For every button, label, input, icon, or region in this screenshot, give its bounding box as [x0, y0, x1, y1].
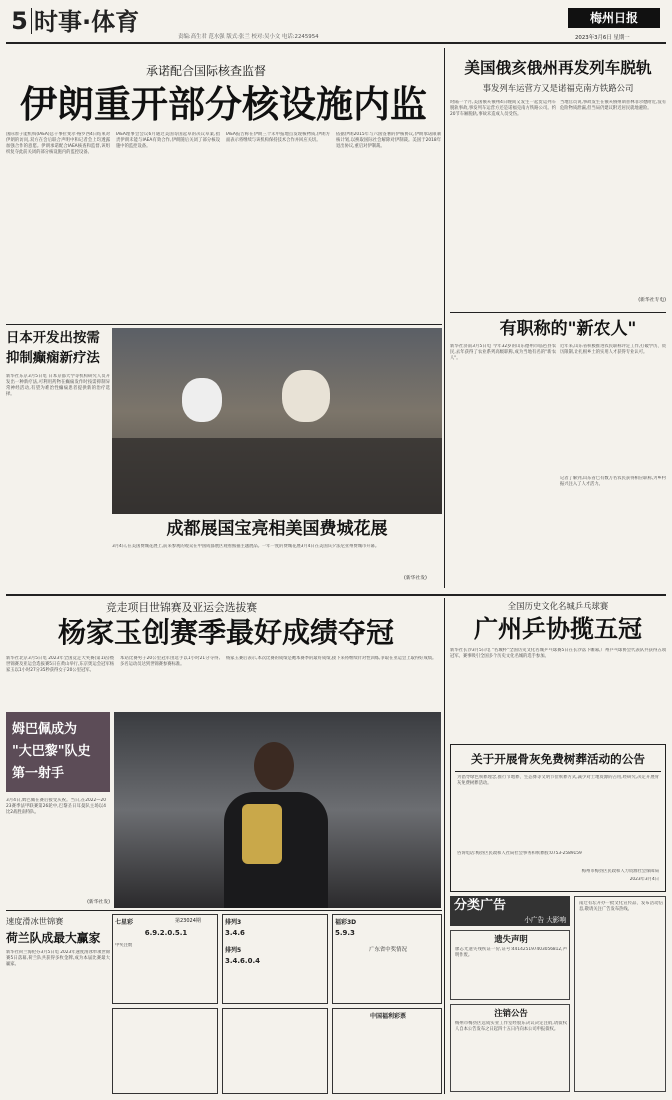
article-column: 依据伊朗2015年与六国签署的伊核协议,伊朗承诺限制核计划,以换取国际社会解除对伊制裁。美国于2018年退出协议,重启对伊制裁。	[336, 132, 441, 150]
ad-body: 梅州市梅县区远成实业工作室经股东决议决定注销,请债权人自本公告发布之日起四十五日内向本公司申报债权。	[455, 1021, 567, 1033]
panda-figure	[282, 370, 330, 422]
ads-banner	[450, 896, 570, 926]
ads-title: 分类广告	[454, 898, 507, 913]
article-body: 新华社长沙3月5日电 "名城杯"全国历史文化名城乒乓球赛5日在长沙落下帷幕,广州乒乓球协会代表队共获得五项冠军。赛事吸引全国多个历史文化名城的选手参加。	[450, 648, 666, 660]
section-rule	[6, 324, 442, 325]
article-flower-show	[112, 328, 442, 592]
article-column: 新华社济南3月5日电 今年32岁的山东德州市临邑县农民,去年获得了农业系列高级职称,成为当地有名的"新农人"。	[450, 344, 556, 362]
article-column: 时隔一个月,美国俄亥俄州4日晚间又发生一起货运列车脱轨事故,事发列车运营方还是诺福克南方铁路公司。约20节车厢脱轨,事故未造成人员受伤。	[450, 100, 556, 118]
lottery-section	[112, 914, 442, 1094]
ad-notice-deregister	[450, 1004, 570, 1092]
article-headline: 抑制癫痫新疗法	[6, 351, 100, 366]
article-column: 国际原子能机构(IAEA)总干事拉斐尔·格罗西4日结束对伊朗的访问,双方在会后联合声明中和记者会上均透露加强合作的意愿。伊朗承诺配合IAEA核查和监督,该组织复夺此前关闭的部分核设施内的监控设备。	[6, 132, 110, 156]
article-column: IAEA报告称在伊朗三个未申报地点发现核物质,伊朗方面表示将继续与该机构保持技术合作并回应关切。	[226, 132, 330, 144]
photo-credit: (新华社发)	[87, 900, 110, 905]
ad-side	[574, 896, 666, 1092]
lottery-header: 七星彩	[115, 919, 134, 926]
photo-title: 姆巴佩成为	[12, 722, 78, 737]
article-column: 新华社北京3月5日电 2023年全国竞走大奖赛(第1站)暨世锦赛及亚运会选拔赛5日在黄山举行,东京奥运会冠军杨家玉以1小时27分35秒获得女子20公里冠军。	[6, 656, 114, 674]
article-headline: 广州乒协揽五冠	[474, 614, 642, 643]
article-kicker: 速度滑冰世锦赛	[6, 916, 64, 926]
photo-credit: (新华社发)	[404, 576, 427, 581]
lottery-box	[112, 1008, 218, 1094]
column-divider	[444, 598, 445, 1094]
section-title: 时事·体育	[34, 8, 140, 36]
panda-figure	[182, 378, 222, 422]
notice-rule	[455, 771, 661, 772]
logo-text: 梅州日报	[589, 11, 638, 25]
article-column: 杨家玉赛后表示,本次比赛的成绩是她本赛季的最好成绩,接下来将继续针对性训练,争取在亚运会上取得好成绩。	[226, 656, 437, 661]
photo-headline: 成都展国宝亮相美国费城花展	[166, 519, 388, 539]
article-headline: 伊朗重开部分核设施内监	[20, 82, 427, 126]
article-kicker: 竞走项目世锦赛及亚运会选拔赛	[106, 601, 258, 614]
section-rule	[6, 910, 442, 911]
article-body: 新华社荷兰海伦芬3月5日电 2023年速度滑冰单项世锦赛5日落幕,荷兰队共获得多枚金牌,成为本届比赛最大赢家。	[6, 950, 110, 968]
ads-subtitle: 小广告 大影响	[524, 916, 566, 924]
photo-caption: 3月4日,姆巴佩在赛后接受庆祝。当日,在2022—2023赛季法甲联赛第26轮中,巴黎圣日耳曼队主场以4比2战胜南特队。	[6, 798, 106, 816]
notice-tree-burial	[450, 744, 666, 892]
mbappe-title-box	[6, 712, 110, 792]
article-headline: 美国俄亥俄州再发列车脱轨	[464, 59, 652, 77]
lottery-box	[112, 914, 218, 1004]
lottery-header: 排列3	[225, 919, 242, 926]
lottery-box	[222, 914, 328, 1004]
masthead-rule	[6, 42, 666, 44]
article-headline: 荷兰队成最大赢家	[6, 931, 101, 945]
ad-title: 遗失声明	[494, 934, 528, 944]
photo-title: 第一射手	[12, 766, 65, 781]
date-line: 2023年3月6日 星期一	[575, 35, 630, 41]
article-body: 新华社东京3月5日电 日本京都大学等机构研究人员开发出一种新疗法,可利用药物在癫痫发作时按需抑制异常神经活动,有望为难治性癫痫患者提供新的治疗选择。	[6, 374, 110, 398]
article-table-tennis	[450, 598, 666, 708]
article-headline: 有职称的"新农人"	[499, 319, 637, 339]
notice-phones: 咨询电话:梅县区民政和人社局社会事务和殡葬股:0753-2589159	[457, 851, 582, 856]
ad-title: 注销公告	[494, 1008, 528, 1018]
lottery-region: 广东省中奖情况	[369, 947, 407, 953]
lottery-box	[332, 1008, 442, 1094]
notice-title: 关于开展骨灰免费树葬活动的公告	[471, 752, 645, 766]
trophy	[242, 804, 282, 864]
article-headline: 杨家玉创赛季最好成绩夺冠	[57, 616, 394, 649]
player-head	[254, 742, 294, 790]
article-column: IAEA理事会会议6月通过美国等国起草的决议草案,指责伊朗未能与IAEA有效合作,伊朗随后关闭了部分核设施中的监控设备。	[116, 132, 220, 150]
newspaper-logo	[568, 8, 660, 28]
lottery-box	[332, 914, 442, 1004]
lottery-header: 中国福利彩票	[369, 1013, 406, 1020]
article-speed-skating	[6, 914, 110, 1094]
masthead	[0, 0, 672, 44]
crowd-silhouette	[112, 438, 442, 514]
article-subhead: 事发列车运营方又是诺福克南方铁路公司	[482, 83, 634, 93]
ad-body: 廖志光遗失残疾证一份,证号:441425197403056812,声明作废。	[455, 947, 567, 959]
lottery-box	[222, 1008, 328, 1094]
article-headline: 日本开发出按需	[6, 331, 100, 346]
article-new-farmers	[450, 316, 666, 588]
section-rule	[450, 312, 666, 313]
lottery-numbers: 5.9.3	[335, 929, 355, 937]
article-credit: (新华社专电)	[638, 298, 666, 303]
article-kicker: 承诺配合国际核查监督	[146, 64, 267, 78]
lottery-header: 福彩3D	[335, 919, 357, 926]
page-number: 5	[8, 8, 32, 34]
lottery-header: 排列5	[225, 947, 242, 954]
lottery-issue: 第23024期	[175, 918, 201, 924]
photo-caption: 3月4日,在美国费城花展上,前来参观的观众在中国成都展区观看熊猫主题展品。一年一度的费城花展3月4日在美国宾夕法尼亚州费城市开幕。	[112, 544, 380, 549]
lottery-label: 中奖注数	[115, 943, 133, 948]
article-race-walk	[6, 598, 441, 710]
notice-date: 2023年3月4日	[629, 877, 659, 882]
lottery-numbers: 6.9.2.0.5.1	[144, 929, 188, 937]
notice-office: 梅州市梅县区民政和人力资源社会保障局	[581, 869, 659, 874]
ad-side-body: 南迁有坛开办一批文化宣传品、发布活动信息,敬请关注广告发布热线。	[579, 901, 663, 913]
notice-body: 为倡导绿色殡葬理念,推行节地葬、生态葬等文明节俭殡葬方式,减少对土地资源的占用,经研究,决定开展骨灰免费树葬活动。	[457, 775, 659, 787]
editor-line: 责编:高生君 范水强 版式:张兰 校对:吴小文 电话:2245954	[178, 34, 319, 40]
lottery-numbers: 3.4.6.0.4	[225, 957, 260, 965]
mbappe-photo	[114, 712, 441, 908]
article-kicker: 全国历史文化名城乒乓球赛	[507, 601, 609, 611]
column-divider	[444, 48, 445, 588]
article-column: 本站比赛男子20公里冠军由选手以1小时21分夺得,多名运动员达到世锦赛参赛标准。	[120, 656, 220, 668]
ad-notice-lost	[450, 930, 570, 1000]
article-iran	[6, 48, 441, 323]
classified-ads	[450, 896, 666, 1094]
article-mbappe	[6, 712, 441, 908]
lottery-numbers: 3.4.6	[225, 929, 245, 937]
article-epilepsy	[6, 328, 110, 592]
article-column: 当地官员说,事故发生在俄亥俄州斯普林菲尔德附近,没有危险物质泄漏,但当局仍建议附近居民就地避险。	[560, 100, 666, 112]
photo-title: "大巴黎"队史	[12, 744, 91, 759]
section-rule	[6, 594, 666, 596]
article-column: 近年来,山东省积极推进农民职称评定工作,打破学历、资历限制,让扎根乡土的实用人才获得专业认可。	[560, 344, 666, 356]
article-derailment	[450, 54, 666, 310]
article-column: 记者了解到,山东省已有数万名农民获得相应职称,为乡村振兴注入了人才活力。	[560, 476, 666, 488]
flower-show-photo	[112, 328, 442, 514]
